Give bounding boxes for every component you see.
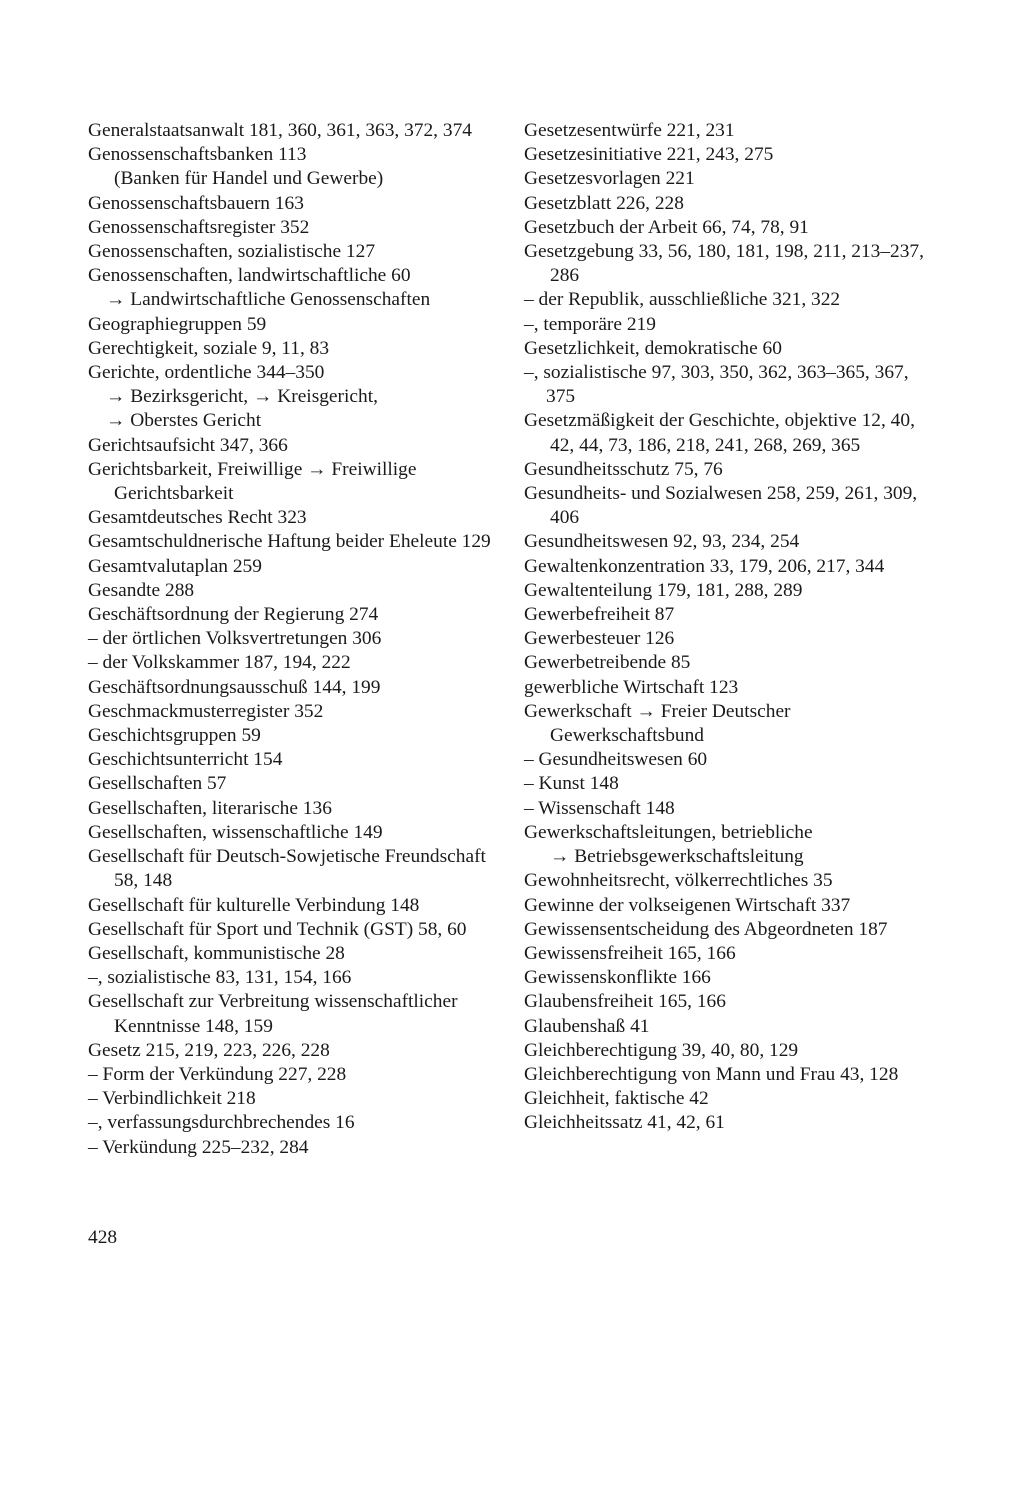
index-entry: Geschäftsordnung der Regierung 274 [88,604,379,626]
index-entry: Gesellschaften, wissenschaftliche 149 [88,821,383,843]
index-entry: Genossenschaftsregister 352 [88,216,310,238]
index-entry: Gewerbetreibende 85 [524,652,691,674]
index-entry: – Verkündung 225–232, 284 [88,1136,309,1158]
index-entry: Geographiegruppen 59 [88,313,267,335]
index-entry: Gleichberechtigung von Mann und Frau 43, 128 [524,1063,899,1085]
index-entry: Gesetzesinitiative 221, 243, 275 [524,144,774,166]
index-entry: Gewerbefreiheit 87 [524,604,675,626]
index-column-left [88,119,503,1160]
index-entry: Gewissensentscheidung des Abgeordneten 187 [524,918,888,940]
index-entry: – Wissenschaft 148 [524,797,675,819]
index-entry: Gesetzmäßigkeit der Geschichte, objektive 12, 40, 42, 44, 73, 186, 218, 241, 268, 269, 365 [524,410,915,456]
index-entry: Geschäftsordnungsausschuß 144, 199 [88,676,381,698]
index-entry: Gewaltenteilung 179, 181, 288, 289 [524,579,803,601]
index-entry: Geschichtsunterricht 154 [88,749,283,771]
index-entry: Gesellschaft für Sport und Technik (GST) 58, 60 [88,918,467,940]
index-entry: Gerichtsbarkeit, Freiwillige → Freiwillige Gerichtsbarkeit [88,458,417,505]
index-entry: Gewinne der volkseigenen Wirtschaft 337 [524,894,851,916]
index-entry: (Banken für Handel und Gewerbe) [114,168,384,190]
index-entry: Gesundheitswesen 92, 93, 234, 254 [524,531,800,553]
index-entry: Gewohnheitsrecht, völkerrechtliches 35 [524,870,833,892]
index-entry: Gesellschaft zur Verbreitung wissenschaftlicher Kenntnisse 148, 159 [88,991,458,1037]
index-entry: Gesundheitsschutz 75, 76 [524,458,723,480]
index-entry: Gewerbesteuer 126 [524,628,675,650]
index-entry: Gesellschaft, kommunistische 28 [88,942,345,964]
index-entry: Genossenschaften, sozialistische 127 [88,241,376,263]
index-entry: Gerichte, ordentliche 344–350 [88,362,325,384]
index-entry: Gesellschaften 57 [88,773,227,795]
page-number: 428 [88,1227,118,1248]
index-entry: Genossenschaftsbauern 163 [88,192,304,214]
index-entry: –, sozialistische 83, 131, 154, 166 [88,967,352,989]
index-entry: – Form der Verkündung 227, 228 [88,1063,347,1085]
index-entry: – Gesundheitswesen 60 [524,749,708,771]
index-entry: Gewissensfreiheit 165, 166 [524,942,736,964]
index-entry: Gesetzesvorlagen 221 [524,168,695,190]
index-entry: – der Republik, ausschließliche 321, 322 [524,289,841,311]
index-entry: Gerechtigkeit, soziale 9, 11, 83 [88,337,330,359]
index-entry: – der örtlichen Volksvertretungen 306 [88,628,382,650]
index-entry: Gesetzblatt 226, 228 [524,192,684,214]
index-entry: – Kunst 148 [524,773,619,795]
index-column-right [524,119,939,1136]
index-entry: Gewerkschaft → Freier Deutscher Gewerkschaftsbund [524,700,791,747]
index-entry: Gleichheitssatz 41, 42, 61 [524,1112,725,1134]
index-entry: Gesetz 215, 219, 223, 226, 228 [88,1039,330,1061]
index-entry: Gleichheit, faktische 42 [524,1088,709,1110]
index-entry: Geschmackmusterregister 352 [88,700,324,722]
index-entry: Gleichberechtigung 39, 40, 80, 129 [524,1039,799,1061]
index-entry: – Verbindlichkeit 218 [88,1088,256,1110]
index-entry: → Oberstes Gericht [106,410,262,432]
index-entry: –, sozialistische 97, 303, 350, 362, 363–365, 367, 375 [524,362,909,408]
index-entry: Glaubensfreiheit 165, 166 [524,991,726,1013]
index-entry: –, temporäre 219 [524,313,656,335]
index-entry: → Landwirtschaftliche Genossenschaften [106,289,431,311]
index-entry: Gesellschaft für Deutsch-Sowjetische Freundschaft 58, 148 [88,846,486,892]
index-entry: Gesetzgebung 33, 56, 180, 181, 198, 211, 213–237, 286 [524,241,924,287]
index-entry: Gesandte 288 [88,579,195,601]
index-entry: Gesetzesentwürfe 221, 231 [524,120,735,141]
index-entry: Gesamtdeutsches Recht 323 [88,507,307,529]
index-entry: Genossenschaften, landwirtschaftliche 60 [88,265,411,287]
index-entry: Gesetzlichkeit, demokratische 60 [524,337,782,359]
index-entry: gewerbliche Wirtschaft 123 [524,676,739,698]
index-entry: → Betriebsgewerkschaftsleitung [550,846,804,868]
index-entry: Gesetzbuch der Arbeit 66, 74, 78, 91 [524,216,809,238]
index-entry: Gesundheits- und Sozialwesen 258, 259, 261, 309, 406 [524,483,918,529]
index-entry: → Bezirksgericht, → Kreisgericht, [106,386,378,408]
index-entry: Generalstaatsanwalt 181, 360, 361, 363, 372, 374 [88,120,472,141]
index-entry: Gerichtsaufsicht 347, 366 [88,434,288,456]
index-entry: Gesamtschuldnerische Haftung beider Eheleute 129 [88,531,491,553]
index-entry: –, verfassungsdurchbrechendes 16 [88,1112,355,1134]
index-entry: Gesellschaften, literarische 136 [88,797,332,819]
index-entry: Genossenschaftsbanken 113 [88,144,307,166]
index-entry: Geschichtsgruppen 59 [88,725,261,747]
index-entry: Gewaltenkonzentration 33, 179, 206, 217, 344 [524,555,885,577]
index-entry: Gesellschaft für kulturelle Verbindung 148 [88,894,420,916]
index-entry: Gewerkschaftsleitungen, betriebliche [524,821,813,843]
index-entry: Glaubenshaß 41 [524,1015,650,1037]
index-entry: Gesamtvalutaplan 259 [88,555,262,577]
index-entry: Gewissenskonflikte 166 [524,967,711,989]
index-entry: – der Volkskammer 187, 194, 222 [88,652,351,674]
